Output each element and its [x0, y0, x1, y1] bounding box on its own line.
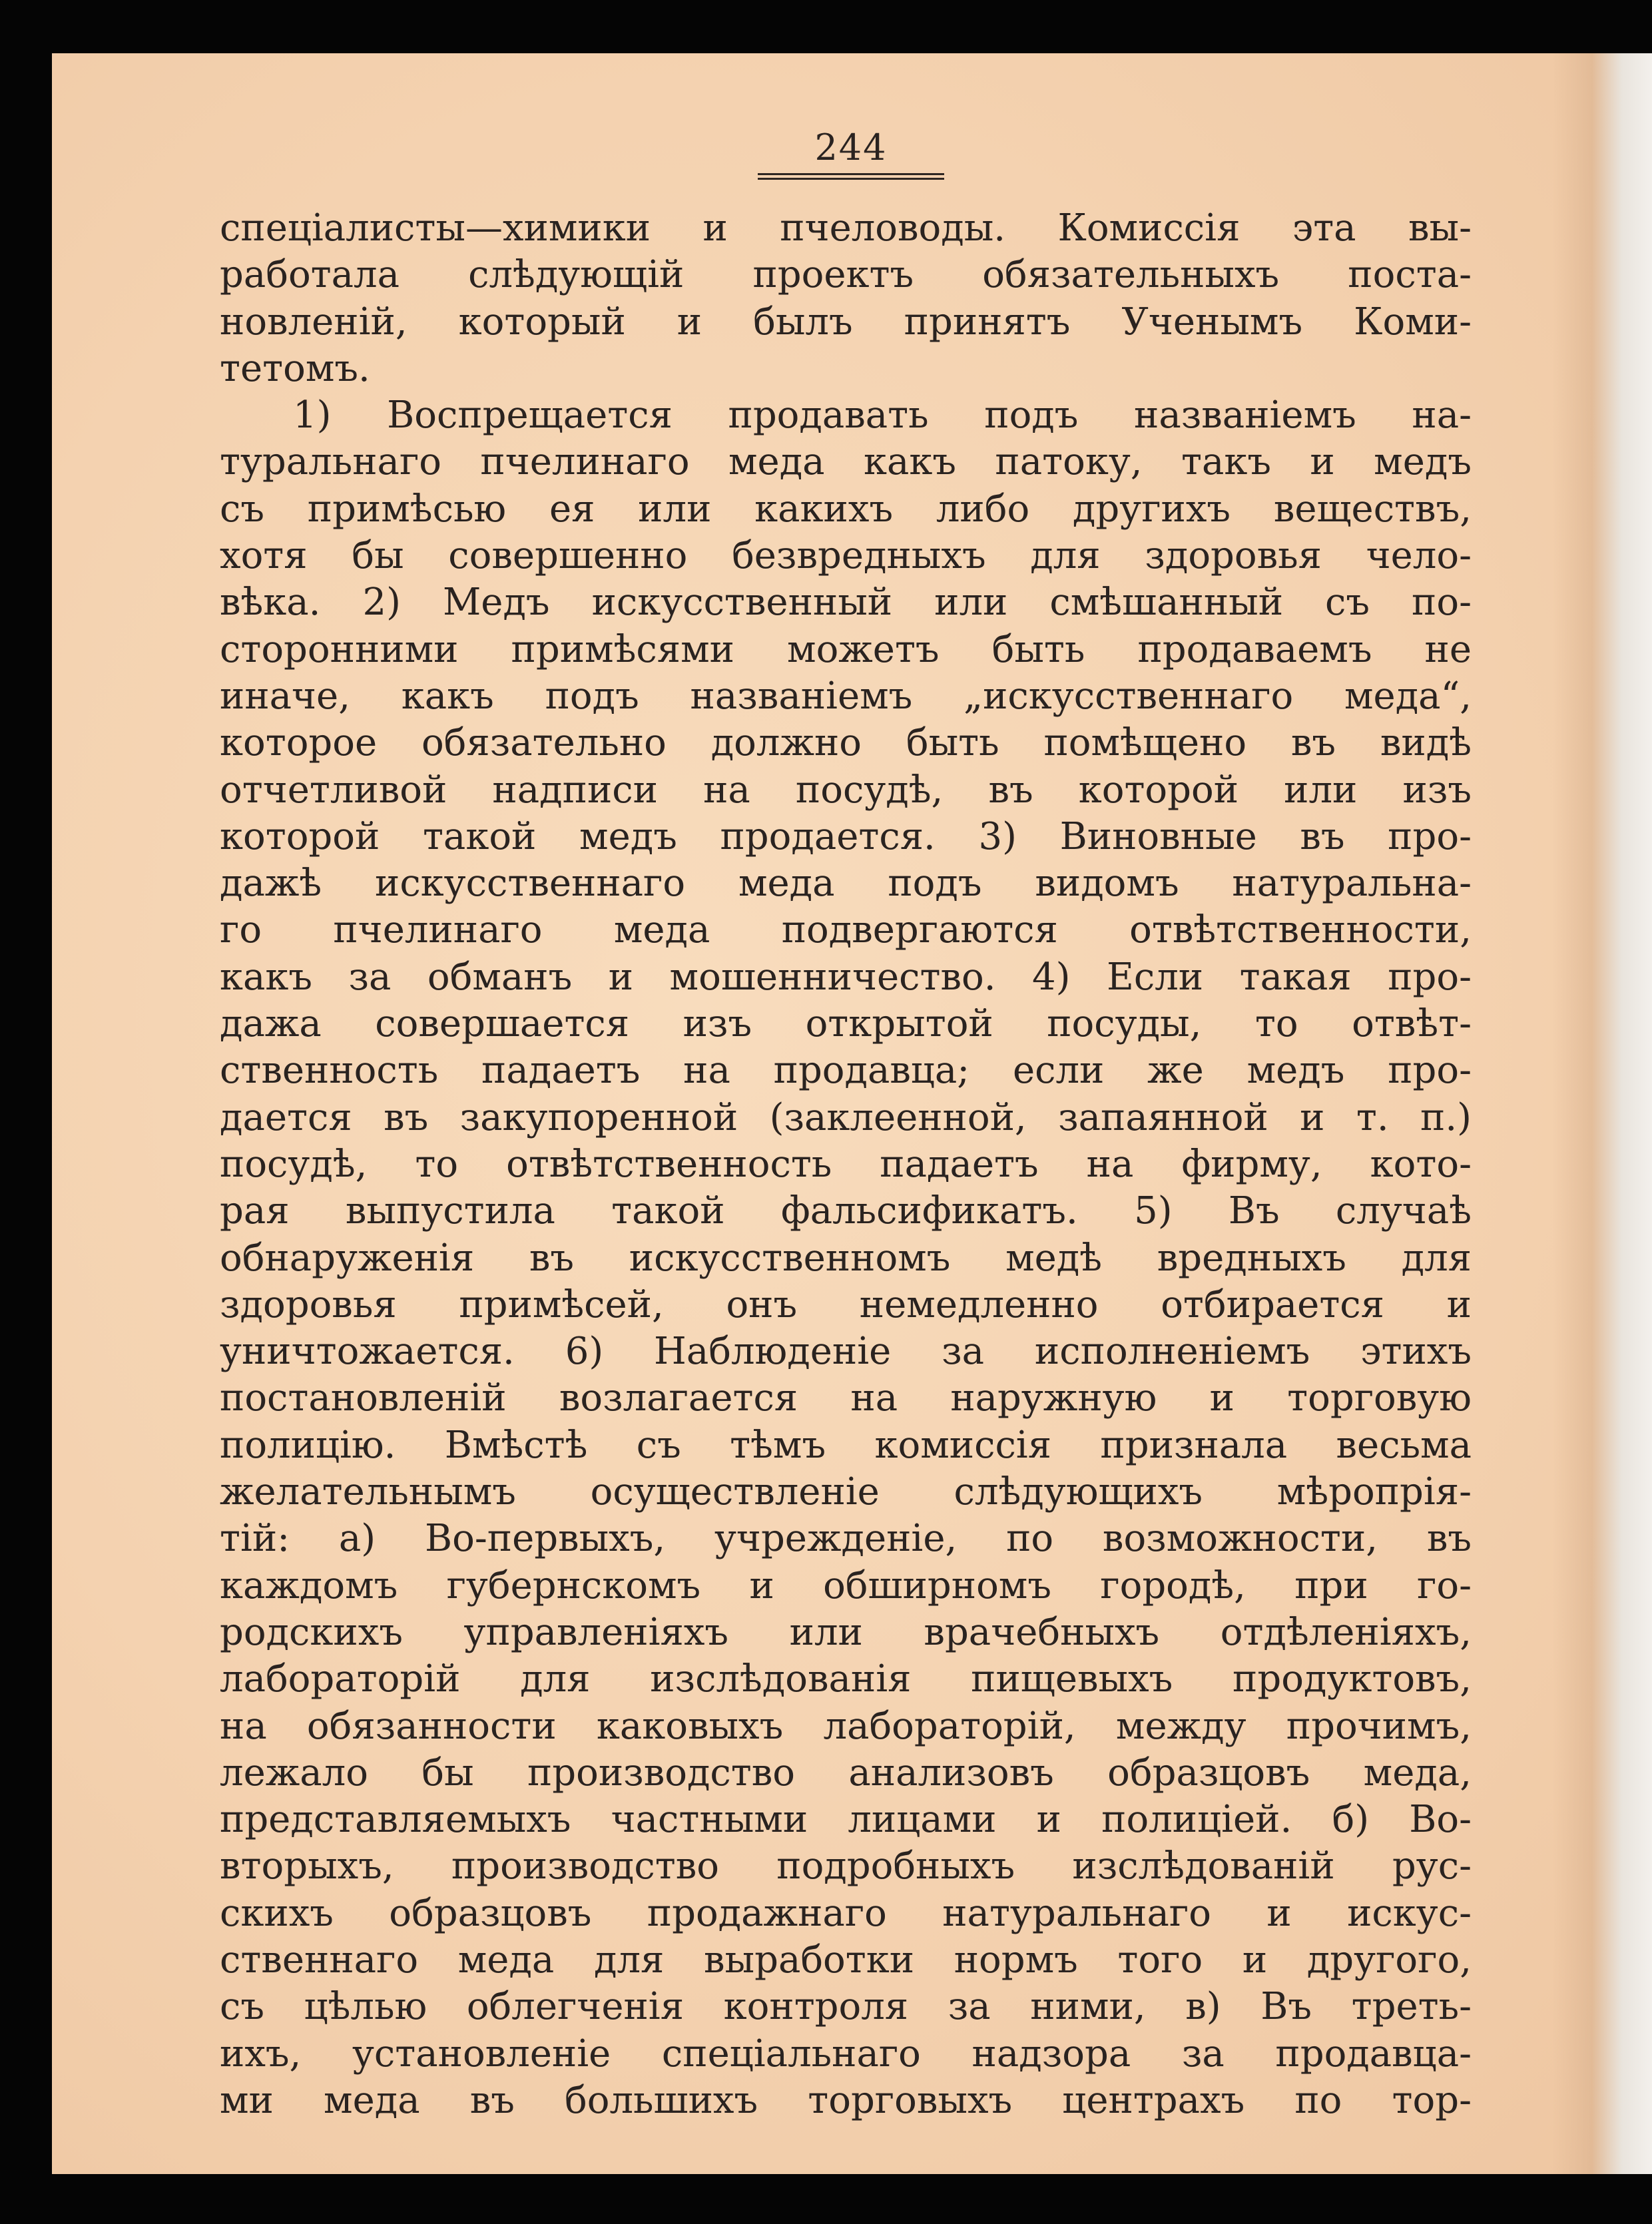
text-line: посудѣ, то отвѣтственность падаетъ на фирму, кото- [220, 1142, 1472, 1186]
book-page [52, 53, 1652, 2174]
text-line: вторыхъ, производство подробныхъ изслѣдованiй рус- [220, 1844, 1472, 1888]
text-line: ственнаго меда для выработки нормъ того и другого, [220, 1938, 1472, 1982]
text-line: спецiалисты—химики и пчеловоды. Комиссiя эта вы- [220, 206, 1472, 250]
text-line: тiй: а) Во-первыхъ, учрежденiе, по возможности, въ [220, 1517, 1472, 1561]
text-line: дажѣ искусственнаго меда подъ видомъ натуральна- [220, 862, 1472, 906]
text-line: новленiй, который и былъ принятъ Ученымъ Коми- [220, 300, 1472, 344]
text-line: скихъ образцовъ продажнаго натуральнаго и искус- [220, 1891, 1472, 1935]
text-line: ихъ, установленiе спецiальнаго надзора за продавца- [220, 2032, 1472, 2076]
text-line: туральнаго пчелинаго меда какъ патоку, такъ и медъ [220, 440, 1472, 484]
text-line: лежало бы производство анализовъ образцовъ меда, [220, 1751, 1472, 1795]
page-number: 244 [814, 127, 888, 168]
text-line: го пчелинаго меда подвергаются отвѣтственности, [220, 908, 1472, 952]
text-line: отчетливой надписи на посудѣ, въ которой или изъ [220, 768, 1472, 812]
text-line: ми меда въ большихъ торговыхъ центрахъ по тор- [220, 2078, 1472, 2122]
text-line: постановленiй возлагается на наружную и торговую [220, 1376, 1472, 1420]
text-line: ственность падаетъ на продавца; если же медъ про- [220, 1049, 1472, 1093]
text-line: лабораторiй для изслѣдованiя пищевыхъ продуктовъ, [220, 1657, 1472, 1701]
text-line: обнаруженiя въ искусственномъ медѣ вредныхъ для [220, 1236, 1472, 1280]
body-text [220, 205, 1472, 2124]
text-line: съ цѣлью облегченiя контроля за ними, в) Въ треть- [220, 1985, 1472, 2029]
text-line: каждомъ губернскомъ и обширномъ городѣ, при го- [220, 1563, 1472, 1607]
text-line: рая выпустила такой фальсификатъ. 5) Въ случаѣ [220, 1189, 1472, 1233]
text-line: представляемыхъ частными лицами и полицiей. б) Во- [220, 1798, 1472, 1842]
text-line: тетомъ. [220, 346, 370, 390]
page-gutter-shadow [1552, 53, 1652, 2174]
text-line: работала слѣдующiй проектъ обязательныхъ поста- [220, 253, 1472, 297]
text-line-paragraph-start: 1) Воспрещается продавать подъ названiемъ на- [293, 394, 1472, 437]
text-line: хотя бы совершенно безвредныхъ для здоровья чело- [220, 534, 1472, 578]
text-line: дажа совершается изъ открытой посуды, то отвѣт- [220, 1002, 1472, 1046]
text-line: дается въ закупоренной (заклеенной, запаянной и т. п.) [220, 1095, 1472, 1139]
page-number-double-rule [758, 173, 944, 180]
text-line: вѣка. 2) Медъ искусственный или смѣшанный съ по- [220, 581, 1472, 625]
text-line: какъ за обманъ и мошенничество. 4) Если такая про- [220, 955, 1472, 999]
text-line: которое обязательно должно быть помѣщено въ видѣ [220, 721, 1472, 765]
text-line: уничтожается. 6) Наблюденiе за исполненiемъ этихъ [220, 1330, 1472, 1374]
text-line: съ примѣсью ея или какихъ либо другихъ веществъ, [220, 487, 1472, 531]
text-line: родскихъ управленiяхъ или врачебныхъ отдѣленiяхъ, [220, 1610, 1472, 1654]
text-line: иначе, какъ подъ названiемъ „искусственнаго меда“, [220, 674, 1472, 718]
text-line: желательнымъ осуществленiе слѣдующихъ мѣропрiя- [220, 1470, 1472, 1514]
text-line: здоровья примѣсей, онъ немедленно отбирается и [220, 1282, 1472, 1326]
text-line: на обязанности каковыхъ лабораторiй, между прочимъ, [220, 1704, 1472, 1748]
text-line: сторонними примѣсями можетъ быть продаваемъ не [220, 627, 1472, 671]
text-line: которой такой медъ продается. 3) Виновные въ про- [220, 814, 1472, 858]
text-line: полицiю. Вмѣстѣ съ тѣмъ комиссiя признала весьма [220, 1423, 1472, 1467]
